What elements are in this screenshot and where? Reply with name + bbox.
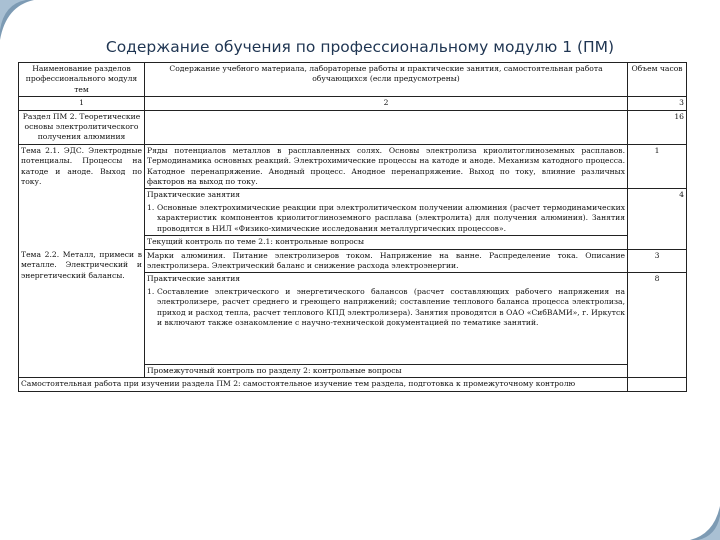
topic2-practice-hours: 8	[628, 273, 687, 378]
header-col3: Объем часов	[628, 63, 687, 97]
column-number-3: 3	[628, 97, 687, 110]
section-row	[19, 110, 687, 144]
section-content-empty	[145, 110, 628, 144]
topic2-practice-item	[145, 286, 628, 365]
header-col1: Наименование разделов профессионального модуля тем	[19, 63, 145, 97]
topic1-title: Тема 2.1. ЭДС. Электродные потенциалы. Процессы на катоде и аноде. Выход по току.	[19, 144, 145, 249]
corner-decoration-icon	[0, 0, 34, 40]
topic2-content: Марки алюминия. Питание электролизеров током. Напряжение на ванне. Распределение тока. Описание электролизера. Электрический баланс и снижение расхода электроэнергии.	[145, 249, 628, 273]
topic1-control-hours-empty	[628, 236, 687, 249]
header-row	[19, 63, 687, 97]
page-title: Содержание обучения по профессиональному модулю 1 (ПМ)	[105, 38, 615, 56]
self-work: Самостоятельная работа при изучении раздела ПМ 2: самостоятельное изучение тем раздела, подготовка к промежуточному контролю	[19, 378, 628, 391]
corner-decoration-icon	[690, 506, 720, 540]
topic2-title: Тема 2.2. Металл, примеси в металле. Электрический и энергетический балансы.	[19, 249, 145, 378]
topic1-content-row	[19, 144, 687, 189]
column-number-row	[19, 97, 687, 110]
topic2-practice-item-num: 1.	[147, 286, 155, 296]
topic2-practice-item-text: Составление электрического и энергетического балансов (расчет составляющих рабочего напряжения на электролизере, расчет среднего и греющего напряжений; составление теплового баланса процесса электролиза, приход и расход тепла, расчет теплового КПД электролизера). Занятия проводятся в ОАО «СибВАМИ», г. Иркутск и включают также ознакомление с научно-технической документацией по тематике занятий.	[157, 286, 625, 327]
topic1-practice-item-text: Основные электрохимические реакции при электролитическом получении алюминия (расчет термодинамических характеристик компонентов криолитоглиноземного расплава (электролита) для получения алюминия). Занятия проводятся в НИЛ «Физико-химические исследования металлургических процессов».	[157, 202, 625, 233]
curriculum-table	[18, 62, 687, 392]
topic2-content-hours: 3	[628, 249, 687, 273]
section-hours: 16	[628, 110, 687, 144]
column-number-2: 2	[145, 97, 628, 110]
topic2-content-row	[19, 249, 687, 273]
topic1-practice-label: Практические занятия	[145, 189, 628, 202]
column-number-1: 1	[19, 97, 145, 110]
topic2-control: Промежуточный контроль по разделу 2: контрольные вопросы	[145, 364, 628, 377]
topic1-practice-item-num: 1.	[147, 202, 155, 212]
topic2-practice-label: Практические занятия	[145, 273, 628, 286]
topic1-practice-item	[145, 202, 628, 236]
self-work-hours-empty	[628, 378, 687, 391]
self-work-row	[19, 378, 687, 391]
header-col2: Содержание учебного материала, лабораторные работы и практические занятия, самостоятельная работа обучающихся (если предусмотрены)	[145, 63, 628, 97]
topic1-content: Ряды потенциалов металлов в расплавленных солях. Основы электролиза криолитоглиноземных расплавов. Термодинамика основных реакций. Электрохимические процессы на катоде и аноде. Механизм катодного процесса. Катодное перенапряжение. Анодный процесс. Анодное перенапряжение. Выход по току, влияние различных факторов на выход по току.	[145, 144, 628, 189]
topic1-practice-hours: 4	[628, 189, 687, 236]
section-title: Раздел ПМ 2. Теоретические основы электролитического получения алюминия	[19, 110, 145, 144]
topic1-control: Текущий контроль по теме 2.1: контрольные вопросы	[145, 236, 628, 249]
topic1-content-hours: 1	[628, 144, 687, 189]
